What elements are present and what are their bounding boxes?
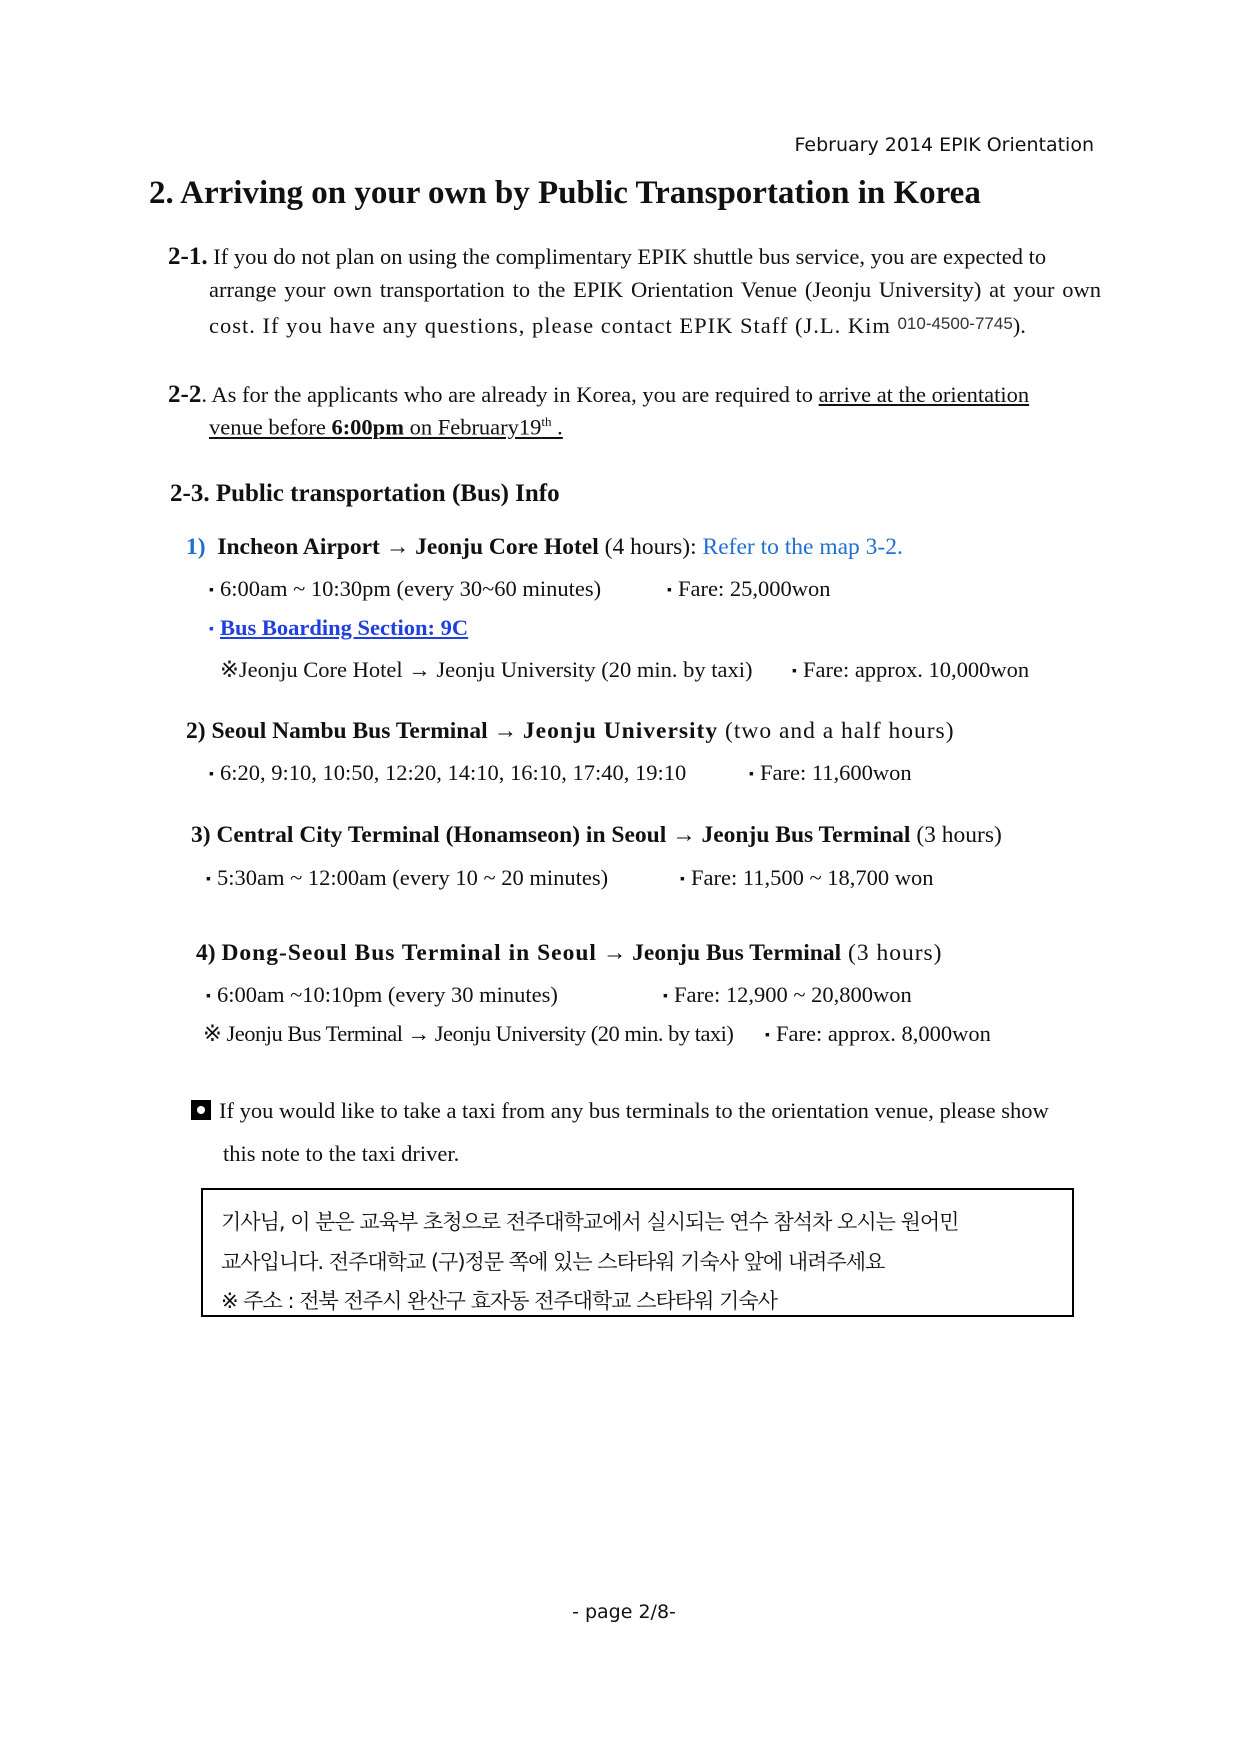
route-1-times [209, 575, 601, 605]
text: Fare: 12,900 ~ 20,800won [673, 982, 912, 1007]
route-1-taxi-fare [792, 656, 1029, 686]
route-4-taxi: ※ Jeonju Bus Terminal → Jeonju University (20 min. by taxi) [203, 1021, 734, 1046]
route-number: 2) [186, 718, 206, 744]
checkbox-square-icon [191, 1100, 211, 1120]
route-3-times [206, 864, 608, 894]
text: Fare: 11,500 ~ 18,700 won [690, 865, 934, 890]
bullet-icon: ▪ [667, 582, 672, 598]
phone-number: 010-4500-7745 [897, 314, 1013, 333]
route-1-title [186, 533, 903, 561]
text: 6:00am ~ 10:30pm (every 30~60 minutes) [219, 576, 602, 601]
text: Fare: approx. 10,000won [802, 657, 1030, 682]
route-1-taxi: ※Jeonju Core Hotel → Jeonju University (20 min. by taxi) [220, 657, 753, 682]
taxi-note-line1 [191, 1097, 1049, 1125]
route-number: 1) [186, 534, 206, 560]
bullet-icon: ▪ [749, 766, 754, 782]
korean-note-line: 기사님, 이 분은 교육부 초청으로 전주대학교에서 실시되는 연수 참석차 오시는 원어민 [221, 1210, 959, 1234]
para-2-2-line1 [168, 381, 1029, 409]
text: If you do not plan on using the complimentary EPIK shuttle bus service, you are expected to [207, 244, 1047, 269]
korean-note-line: 교사입니다. 전주대학교 (구)정문 쪽에 있는 스타타워 기숙사 앞에 내려주세요 [221, 1250, 885, 1274]
route-1-fare [667, 575, 830, 605]
text: Fare: approx. 8,000won [775, 1021, 991, 1046]
bullet-icon: ▪ [209, 582, 214, 598]
section-title: 2. Arriving on your own by Public Transportation in Korea [149, 175, 981, 211]
text: 6:20, 9:10, 10:50, 12:20, 14:10, 16:10, 17:40, 19:10 [219, 760, 687, 785]
route-3-fare [680, 864, 934, 894]
taxi-driver-note-box [201, 1188, 1074, 1317]
text: cost. If you have any questions, please contact EPIK Staff (J.L. Kim [209, 313, 898, 338]
route-3-title [191, 821, 1002, 849]
arrow: → [487, 718, 523, 744]
underlined-text: arrive at the orientation [818, 382, 1030, 407]
route-origin: Dong-Seoul Bus Terminal in Seoul [221, 940, 597, 966]
route-2-times [209, 759, 686, 789]
deadline-time: 6:00pm [331, 414, 404, 440]
route-destination: Jeonju University [522, 718, 719, 744]
bullet-icon: ▪ [209, 621, 214, 637]
arrow: → [666, 822, 702, 848]
bullet-icon: ▪ [792, 663, 797, 679]
para-2-1-line1 [168, 243, 1046, 271]
bullet-icon: ▪ [663, 988, 668, 1004]
text: th [541, 414, 552, 429]
taxi-note-line2: this note to the taxi driver. [223, 1141, 460, 1166]
bullet-icon: ▪ [206, 988, 211, 1004]
text: ). [1012, 313, 1026, 338]
route-2-fare [749, 759, 912, 789]
page-header: February 2014 EPIK Orientation [794, 134, 1094, 156]
route-origin: Incheon Airport [217, 534, 380, 560]
route-duration: (3 hours) [910, 822, 1002, 848]
text: Fare: 11,600won [759, 760, 912, 785]
route-4-taxi-fare [765, 1020, 991, 1050]
text: venue before [209, 414, 332, 440]
bullet-icon: ▪ [680, 871, 685, 887]
arrow: → [379, 534, 416, 560]
route-destination: Jeonju Bus Terminal [632, 940, 842, 966]
route-number: 4) [196, 940, 216, 966]
route-origin: Central City Terminal (Honamseon) in Seoul [216, 822, 667, 848]
route-destination: Jeonju Bus Terminal [701, 822, 911, 848]
para-2-1-line3 [209, 310, 1026, 340]
text: . As for the applicants who are already in Korea, you are required to [201, 382, 819, 407]
route-origin: Seoul Nambu Bus Terminal [211, 718, 488, 744]
route-destination: Jeonju Core Hotel [415, 534, 599, 560]
text: Fare: 25,000won [677, 576, 831, 601]
map-reference: Refer to the map 3-2. [702, 534, 903, 560]
route-duration: (3 hours) [841, 940, 943, 966]
link-text[interactable]: Bus Boarding Section: 9C [219, 615, 469, 640]
route-number: 3) [191, 822, 211, 848]
arrow: → [596, 940, 633, 966]
text: on February19 [403, 414, 542, 440]
route-4-times [206, 981, 558, 1011]
para-2-2-line2 [209, 408, 563, 442]
route-duration: (4 hours): [598, 534, 703, 560]
bullet-icon: ▪ [765, 1027, 770, 1043]
para-2-1-line2: arrange your own transportation to the EPIK Orientation Venue (Jeonju University) at your own [209, 277, 1101, 302]
page-number: - page 2/8- [572, 1601, 676, 1623]
text: . [551, 414, 563, 440]
route-4-fare [663, 981, 912, 1011]
route-2-title [186, 717, 955, 745]
text: If you would like to take a taxi from any bus terminals to the orientation venue, please show [219, 1098, 1049, 1123]
route-4-title [196, 939, 943, 967]
subsection-heading: 2-3. Public transportation (Bus) Info [170, 480, 560, 507]
para-number: 2-2 [168, 381, 202, 408]
korean-address-line: ※ 주소 : 전북 전주시 완산구 효자동 전주대학교 스타타워 기숙사 [221, 1289, 777, 1313]
bus-boarding-link[interactable] [209, 614, 468, 644]
text: 5:30am ~ 12:00am (every 10 ~ 20 minutes) [216, 865, 609, 890]
text: 6:00am ~10:10pm (every 30 minutes) [216, 982, 558, 1007]
route-duration: (two and a half hours) [718, 718, 955, 744]
bullet-icon: ▪ [206, 871, 211, 887]
bullet-icon: ▪ [209, 766, 214, 782]
para-number: 2-1. [168, 243, 208, 270]
